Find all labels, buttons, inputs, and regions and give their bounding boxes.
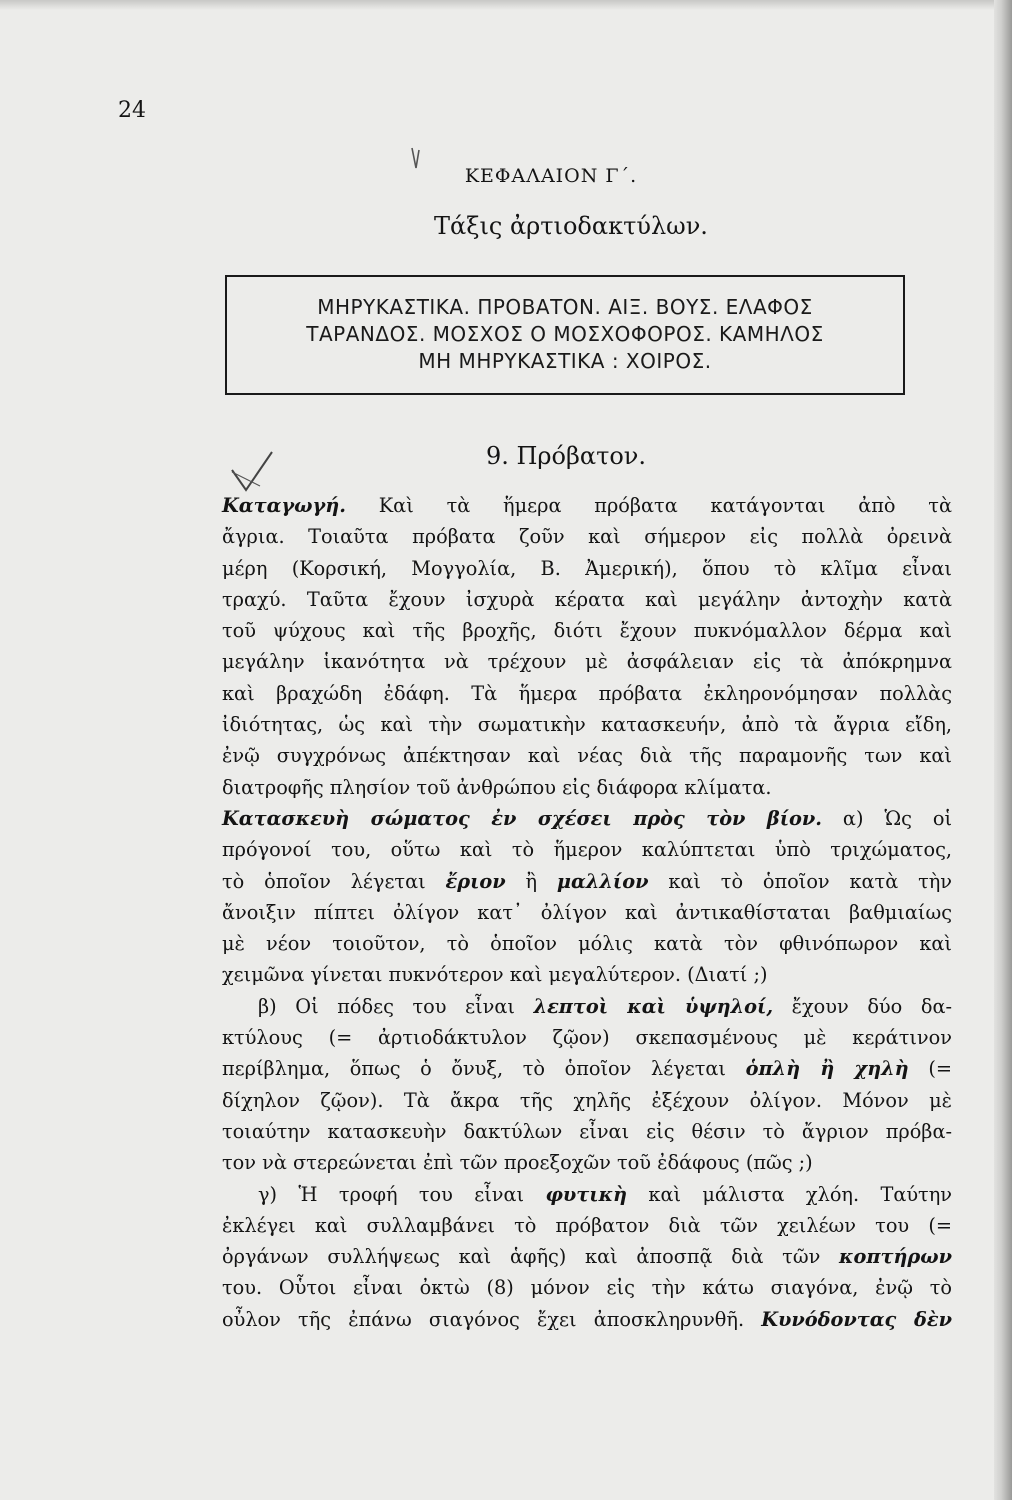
text-span: καὶ μάλιστα χλόη. Ταύτην [648,1182,952,1206]
text-line: τραχύ. Ταῦτα ἔχουν ἰσχυρὰ κέρατα καὶ μεγάλην ἀντοχὴν κατὰ [222,587,952,611]
chapter-title: Τάξις ἀρτιοδακτύλων. [434,212,708,240]
text-line: ἐνῷ συγχρόνως ἀπέκτησαν καὶ νέας διὰ τῆς παραμονῆς των καὶ [222,744,952,768]
emphasis-term: μαλλίον [556,869,649,893]
summary-box [225,275,905,395]
text-line: τοῦ ψύχους καὶ τῆς βροχῆς, διότι ἔχουν πυκνόμαλλον δέρμα καὶ [222,619,952,643]
text-line [222,1179,952,1210]
text-line: τον νὰ στερεώνεται ἐπὶ τῶν προεξοχῶν τοῦ ἐδάφους (πῶς ;) [222,1151,813,1175]
text-line: πρόγονοί του, οὕτω καὶ τὸ ἥμερον καλύπτεται ὑπὸ τριχώματος, [222,838,952,862]
text-line: μεγάλην ἱκανότητα νὰ τρέχουν μὲ ἀσφάλειαν εἰς τὰ ἀπόκρημνα [222,650,952,674]
paragraph-heading: Κατασκευὴ σώματος ἐν σχέσει πρὸς τὸν βίον. [222,806,823,830]
text-line: μέρη (Κορσική, Μογγολία, Β. Ἀμερική), ὅπου τὸ κλῖμα εἶναι [222,556,952,580]
text-span: ἢ [525,869,538,893]
text-span: β) Οἱ πόδες του εἶναι [258,994,515,1018]
text-span: καὶ τὸ ὁποῖον κατὰ τὴν [668,869,953,893]
emphasis-term: κοπτήρων [839,1245,952,1269]
text-line: δίχηλον ζῷον). Τὰ ἄκρα τῆς χηλῆς ἐξέχουν ὀλίγον. Μόνον μὲ [222,1088,952,1112]
paragraph-heading: Καταγωγή. [222,494,346,517]
text-line [222,991,952,1022]
emphasis-term: ὁπλὴ ἢ χηλὴ [745,1057,909,1081]
text-line [222,803,952,834]
text-span: τὸ ὁποῖον λέγεται [222,869,426,893]
text-line: κτύλους (= ἀρτιοδάκτυλον ζῷον) σκεπασμένους μὲ κεράτινον [222,1026,952,1050]
text-line: χειμῶνα γίνεται πυκνότερον καὶ μεγαλύτερον. (Διατί ;) [222,963,768,987]
chapter-heading: ΚΕΦΑΛΑΙΟΝ Γ΄. [464,165,638,187]
text-line [222,866,952,897]
text-line: διατροφῆς πλησίον τοῦ ἀνθρώπου εἰς διάφορα κλίματα. [222,775,772,799]
emphasis-term: Κυνόδοντας δὲν [761,1307,952,1331]
text-span: α) Ὡς οἱ [842,806,953,830]
text-span: οὖλον τῆς ἐπάνω σιαγόνος ἔχει ἀποσκληρυνθῆ. [222,1307,745,1331]
summary-line: ΤΑΡΑΝΔΟΣ. ΜΟΣΧΟΣ Ο ΜΟΣΧΟΦΟΡΟΣ. ΚΑΜΗΛΟΣ [306,322,824,346]
text-line [222,1053,952,1084]
text-line: του. Οὗτοι εἶναι ὀκτὼ (8) μόνον εἰς τὴν κάτω σιαγόνα, ἐνῷ τὸ [222,1276,952,1300]
text-line [222,1241,952,1272]
text-line [222,490,952,521]
text-span: ὀργάνων συλλήψεως καὶ ἁφῆς) καὶ ἀποσπᾷ διὰ τῶν [222,1245,821,1269]
text-line: ἄνοιξιν πίπτει ὀλίγον κατ᾿ ὀλίγον καὶ ἀντικαθίσταται βαθμιαίως [222,900,952,924]
summary-line: ΜΗ ΜΗΡΥΚΑΣΤΙΚΑ : ΧΟΙΡΟΣ. [418,349,712,373]
summary-line: ΜΗΡΥΚΑΣΤΙΚΑ. ΠΡΟΒΑΤΟΝ. ΑΙΞ. ΒΟΥΣ. ΕΛΑΦΟΣ [317,295,813,319]
text-line [222,1304,952,1335]
emphasis-term: ἔριον [445,869,506,893]
emphasis-term: λεπτοὶ καὶ ὑψηλοί, [533,994,774,1018]
page-number: 24 [118,98,146,123]
pencil-stroke [232,472,260,486]
text-line: καὶ βραχώδη ἐδάφη. Τὰ ἥμερα πρόβατα ἐκληρονόμησαν πολλὰς [222,681,952,705]
text-line: ἰδιότητας, ὡς καὶ τὴν σωματικὴν κατασκευήν, ἀπὸ τὰ ἄγρια εἴδη, [222,713,952,737]
emphasis-term: φυτικὴ [545,1182,628,1206]
text-line: ἄγρια. Τοιαῦτα πρόβατα ζοῦν καὶ σήμερον εἰς πολλὰ ὀρεινὰ [222,525,952,549]
body-text [222,490,952,1335]
text-span: περίβλημα, ὅπως ὁ ὄνυξ, τὸ ὁποῖον λέγεται [222,1057,726,1081]
text-span: γ) Ἡ τροφή του εἶναι [258,1182,525,1206]
text-line: μὲ νέον τοιοῦτον, τὸ ὁποῖον μόλις κατὰ τὸν φθινόπωρον καὶ [222,932,952,956]
text-span: Καὶ τὰ ἥμερα πρόβατα κατάγονται ἀπὸ τὰ [378,494,952,517]
text-span: (= [928,1057,952,1081]
page-top-edge [0,0,1012,10]
text-line: ἐκλέγει καὶ συλλαμβάνει τὸ πρόβατον διὰ τῶν χειλέων του (= [222,1213,952,1237]
text-line: τοιαύτην κατασκευὴν δακτύλων εἶναι εἰς θέσιν τὸ ἄγριον πρόβα- [222,1119,952,1143]
text-span: ἔχουν δύο δα- [791,994,952,1018]
section-title: 9. Πρόβατον. [485,442,647,470]
